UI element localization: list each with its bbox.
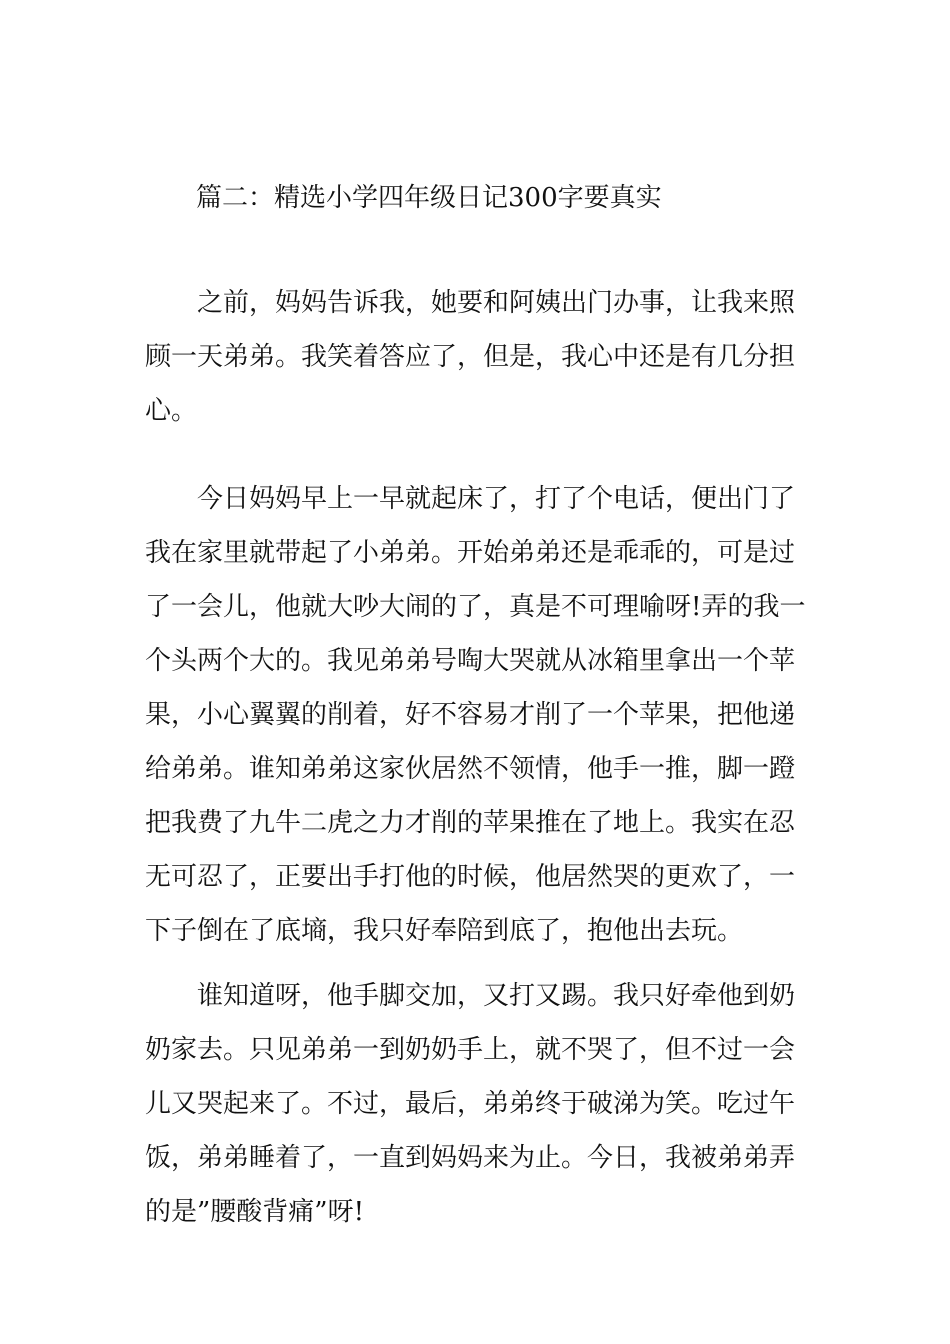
paragraph-line: 的是”腰酸背痛”呀!: [145, 1197, 365, 1227]
paragraph-line: 奶家去。只见弟弟一到奶奶手上，就不哭了，但不过一会: [145, 1035, 796, 1065]
paragraph-line: 饭，弟弟睡着了，一直到妈妈来为止。今日，我被弟弟弄: [145, 1143, 796, 1173]
document-title: 篇二：精选小学四年级日记300字要真实: [196, 183, 662, 213]
paragraph-3: [145, 969, 811, 1239]
paragraph-line: 之前，妈妈告诉我，她要和阿姨出门办事，让我来照: [197, 288, 796, 318]
paragraph-line: 无可忍了，正要出手打他的时候，他居然哭的更欢了，一: [145, 862, 796, 892]
paragraph-1: [145, 276, 811, 438]
paragraph-line: 把我费了九牛二虎之力才削的苹果推在了地上。我实在忍: [145, 808, 796, 838]
paragraph-line: 儿又哭起来了。不过，最后，弟弟终于破涕为笑。吃过午: [145, 1089, 796, 1119]
paragraph-line: 顾一天弟弟。我笑着答应了，但是，我心中还是有几分担: [145, 342, 796, 372]
paragraph-line: 我在家里就带起了小弟弟。开始弟弟还是乖乖的，可是过: [145, 538, 796, 568]
paragraph-line: 下子倒在了底墒，我只好奉陪到底了，抱他出去玩。: [145, 916, 744, 946]
paragraph-2: [145, 472, 811, 958]
paragraph-line: 个头两个大的。我见弟弟号啕大哭就从冰箱里拿出一个苹: [145, 646, 796, 676]
paragraph-line: 今日妈妈早上一早就起床了，打了个电话，便出门了: [197, 484, 796, 514]
paragraph-line: 心。: [145, 396, 198, 426]
paragraph-line: 了一会儿，他就大吵大闹的了，真是不可理喻呀!弄的我一: [145, 592, 806, 622]
paragraph-line: 给弟弟。谁知弟弟这家伙居然不领情，他手一推，脚一蹬: [145, 754, 796, 784]
paragraph-line: 谁知道呀，他手脚交加，又打又踢。我只好牵他到奶: [197, 981, 796, 1011]
paragraph-line: 果，小心翼翼的削着，好不容易才削了一个苹果，把他递: [145, 700, 796, 730]
